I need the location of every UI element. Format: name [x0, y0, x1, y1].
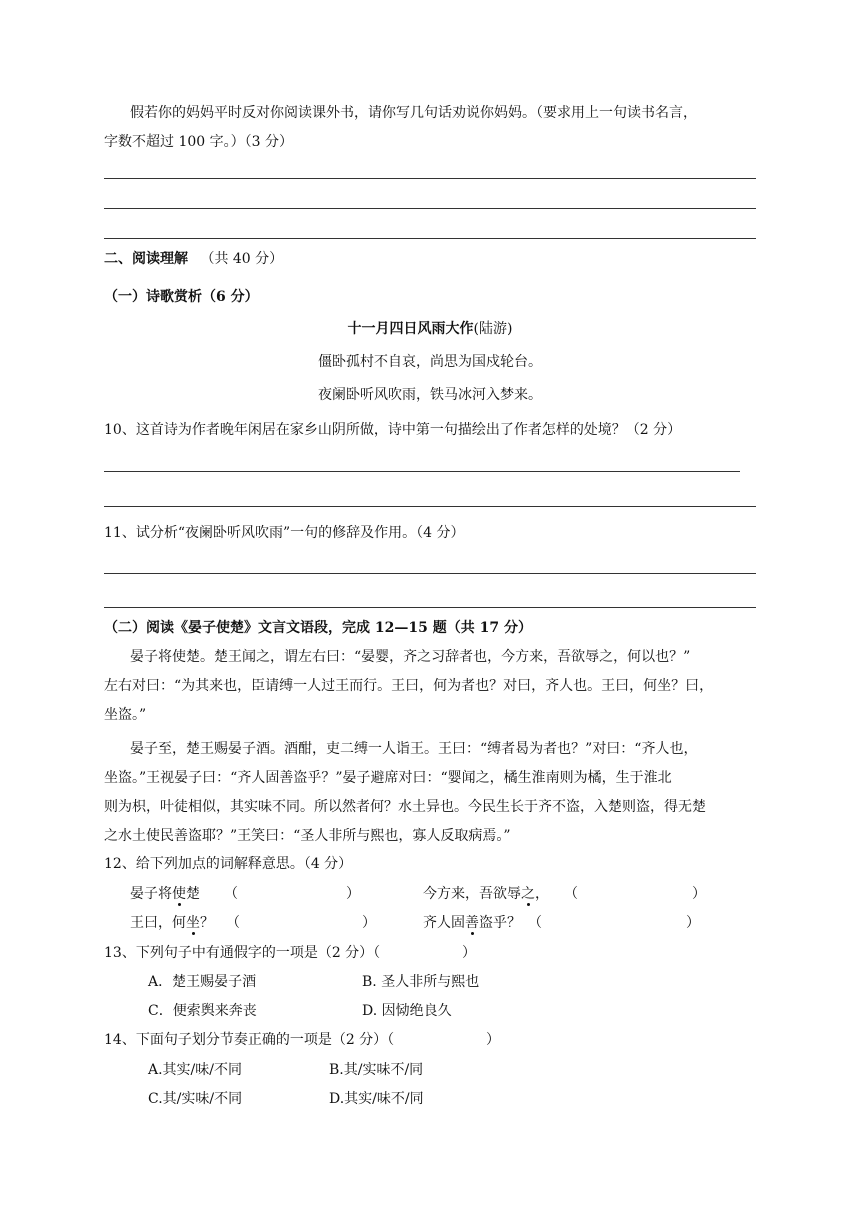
vocab-text: 盗乎？ [479, 915, 521, 931]
vocab-text: 晏子将 [130, 886, 172, 902]
question-13: 13、下列句子中有通假字的一项是（2 分）（ [104, 945, 381, 961]
passage-line: 坐盗。” [104, 707, 147, 723]
poem-heading [0, 320, 860, 338]
option-a: A.其实/味/不同 [148, 1062, 242, 1078]
answer-line [104, 471, 740, 472]
dotted-word: 坐 [186, 915, 200, 931]
section-heading [104, 250, 283, 268]
task-line-2: 字数不超过 100 字。）（3 分） [104, 134, 293, 150]
question-11: 11、试分析“夜阑卧听风吹雨”一句的修辞及作用。（4 分） [104, 525, 465, 541]
dotted-word: 使 [172, 886, 186, 902]
option-b: B.其/实味不/同 [329, 1062, 424, 1078]
dotted-word: 善 [465, 915, 479, 931]
answer-line [104, 208, 756, 209]
answer-line [104, 178, 756, 179]
passage-line: 晏子将使楚。楚王闻之，谓左右曰：“晏婴，齐之习辞者也，今方来，吾欲辱之，何以也？” [130, 649, 691, 665]
vocab-text: ？ [200, 915, 214, 931]
answer-line [104, 238, 756, 239]
passage-line: 左右对曰：“为其来也，臣请缚一人过王而行。王曰，何为者也？对曰，齐人也。王曰，何坐？曰， [104, 678, 714, 694]
vocab-text: 王曰，何 [130, 915, 186, 931]
paren-open: （ [528, 915, 542, 931]
option-b: B. 圣人非所与熙也 [362, 974, 480, 990]
vocab-text: 今方来，吾欲辱 [423, 886, 521, 902]
vocab-item [130, 914, 214, 932]
poem-line: 僵卧孤村不自哀，尚思为国戍轮台。 [318, 354, 542, 370]
option-c: C．便索舆来奔丧 [148, 1003, 257, 1019]
vocab-item [130, 885, 200, 903]
passage-line: 则为枳，叶徒相似，其实味不同。所以然者何？水土异也。今民生长于齐不盗，入楚则盗，得无楚 [104, 799, 706, 815]
question-10: 10、这首诗为作者晚年闲居在家乡山阴所做，诗中第一句描绘出了作者怎样的处境？（2 分） [104, 422, 682, 438]
poem-title: 十一月四日风雨大作 [347, 321, 474, 337]
answer-line [104, 573, 756, 574]
dotted-word: 之 [521, 886, 535, 902]
passage-line: 之水土使民善盗耶？”王笑曰：“圣人非所与熙也，寡人反取病焉。” [104, 828, 511, 844]
passage-line: 坐盗。”王视晏子曰：“齐人固善盗乎？”晏子避席对曰：“婴闻之，橘生淮南则为橘，生于淮北 [104, 770, 672, 786]
section-points: （共 40 分） [200, 251, 284, 267]
question-12: 12、给下列加点的词解释意思。（4 分） [104, 856, 353, 872]
option-d: D. 因恸绝良久 [362, 1003, 452, 1019]
vocab-text: 齐人固 [423, 915, 465, 931]
answer-line [104, 607, 756, 608]
paren-close: ） [462, 945, 476, 961]
paren-close: ） [486, 1032, 500, 1048]
paren-close: ） [346, 886, 360, 902]
paren-open: （ [224, 886, 238, 902]
task-line-1: 假若你的妈妈平时反对你阅读课外书，请你写几句话劝说你妈妈。（要求用上一句读书名言， [130, 105, 697, 121]
paren-close: ） [692, 886, 706, 902]
option-a: A．楚王赐晏子酒 [148, 974, 257, 990]
vocab-text: ， [535, 886, 549, 902]
section-title: 二、阅读理解 [104, 251, 188, 267]
option-d: D.其实/味不/同 [329, 1091, 424, 1107]
option-c: C.其/实味/不同 [148, 1091, 243, 1107]
paren-open: （ [226, 915, 240, 931]
passage-line: 晏子至，楚王赐晏子酒。酒酣，吏二缚一人诣王。王曰：“缚者曷为者也？”对曰：“齐人也， [130, 741, 698, 757]
poem-line: 夜阑卧听风吹雨，铁马冰河入梦来。 [318, 387, 542, 403]
paren-open: （ [564, 886, 578, 902]
vocab-item [423, 885, 549, 903]
vocab-item [423, 914, 521, 932]
answer-line [104, 506, 756, 507]
poem-author: (陆游) [473, 321, 513, 337]
part-title: （二）阅读《晏子使楚》文言文语段，完成 12—15 题（共 17 分） [104, 620, 532, 636]
paren-close: ） [686, 915, 700, 931]
paren-close: ） [362, 915, 376, 931]
part-title: （一）诗歌赏析（6 分） [104, 289, 259, 305]
question-14: 14、下面句子划分节奏正确的一项是（2 分）（ [104, 1032, 395, 1048]
vocab-text: 楚 [186, 886, 200, 902]
